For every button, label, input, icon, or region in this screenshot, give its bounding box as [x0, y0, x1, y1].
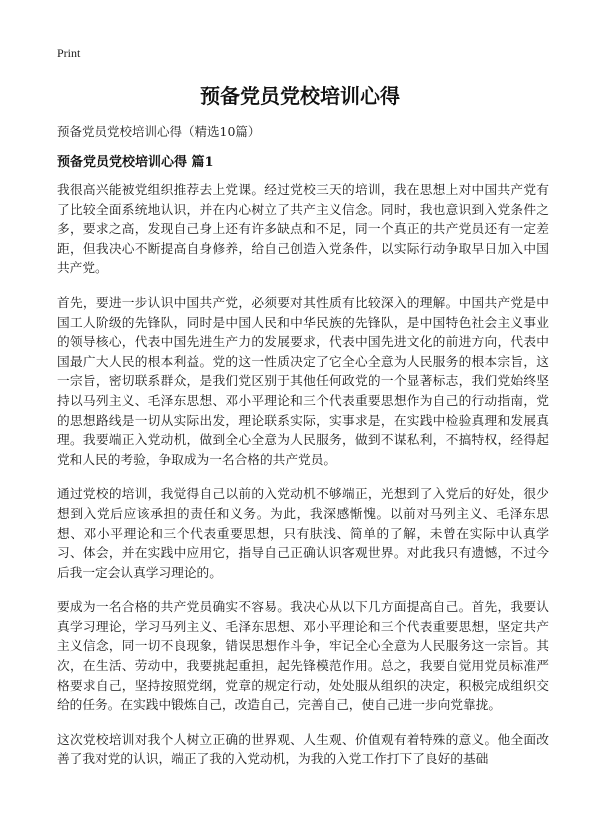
article-body — [57, 180, 549, 784]
paragraph-1: 我很高兴能被党组织推荐去上党课。经过党校三天的培训，我在思想上对中国共产党有了比较全面系统地认识，并在内心树立了共产主义信念。同时，我也意识到入党条件之多，要求之高，发现自己身上还有许多缺点和不足，同一个真正的共产党员还有一定差距，但我决心不断提高自身修养，给自己创造入党条件，以实际行动争取早日加入中国共产党。 — [57, 182, 549, 276]
section-heading: 预备党员党校培训心得 篇1 — [57, 155, 214, 170]
document-subtitle: 预备党员党校培训心得（精选10篇） — [57, 124, 261, 139]
page-title: 预备党员党校培训心得 — [200, 84, 400, 108]
print-label: Print — [57, 46, 81, 60]
paragraph-2: 首先，要进一步认识中国共产党，必须要对其性质有比较深入的理解。中国共产党是中国工人阶级的先锋队，同时是中国人民和中华民族的先锋队，是中国特色社会主义事业的领导核心，代表中国先进生产力的发展要求，代表中国先进文化的前进方向，代表中国最广大人民的根本利益。党的这一性质决定了它全心全意为人民服务的根本宗旨，这一宗旨，密切联系群众，是我们党区别于其他任何政党的一个显著标志，我们党始终坚持以马列主义、毛泽东思想、邓小平理论和三个代表重要思想作为自己的行动指南，党的思想路线是一切从实际出发，理论联系实际，实事求是，在实践中检验真理和发展真理。我要端正入党动机，做到全心全意为人民服务，做到不谋私利，不搞特权，经得起党和人民的考验，争取成为一名合格的共产党员。 — [57, 294, 549, 467]
paragraph-5: 这次党校培训对我个人树立正确的世界观、人生观、价值观有着特殊的意义。他全面改善了我对党的认识，端正了我的入党动机，为我的入党工作打下了良好的基础 — [57, 731, 549, 767]
paragraph-4: 要成为一名合格的共产党员确实不容易。我决心从以下几方面提高自己。首先，我要认真学习理论，学习马列主义、毛泽东思想、邓小平理论和三个代表重要思想，坚定共产主义信念，同一切不良现象，错误思想作斗争，牢记全心全意为人民服务这一宗旨。其次，在生活、劳动中，我要挑起重担，起先锋模范作用。总之，我要自觉用党员标准严格要求自己，坚持按照党纲，党章的规定行动，处处服从组织的决定，积极完成组织交给的任务。在实践中锻炼自己，改造自己，完善自己，使自己进一步向党靠拢。 — [57, 599, 549, 713]
paragraph-3: 通过党校的培训，我觉得自己以前的入党动机不够端正，光想到了入党后的好处，很少想到入党后应该承担的责任和义务。为此，我深感惭愧。以前对马列主义、毛泽东思想、邓小平理论和三个代表重要思想，只有肤浅、简单的了解，未曾在实际中认真学习、体会，并在实践中应用它，指导自己正确认识客观世界。对此我只有遗憾，不过今后我一定会认真学习理论的。 — [57, 486, 549, 580]
